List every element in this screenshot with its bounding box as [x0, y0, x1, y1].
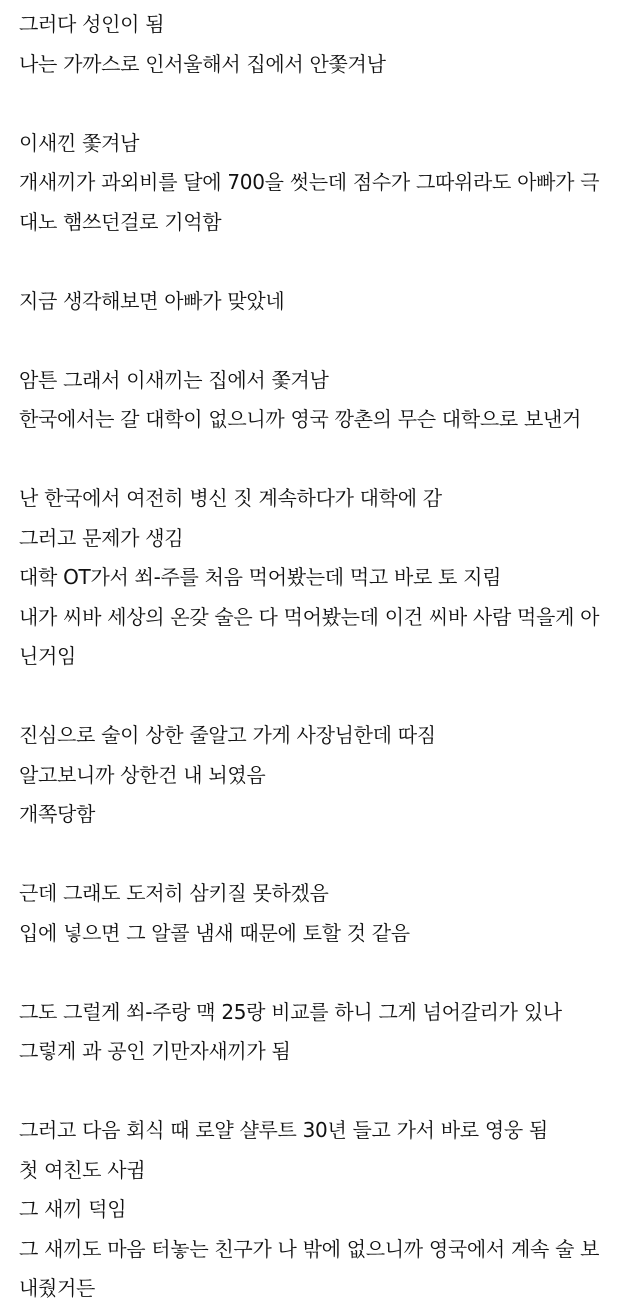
text-line: 닌거임: [19, 644, 77, 668]
text-line: 근데 그래도 도저히 삼키질 못하겠음: [19, 881, 329, 905]
text-line: 내가 씨바 세상의 온갖 술은 다 먹어봤는데 이건 씨바 사람 먹을게 아: [19, 604, 600, 629]
blank-line: [19, 84, 619, 124]
blank-line: [19, 242, 619, 282]
text-line: 첫 여친도 사귐: [19, 1157, 146, 1182]
text-line: 대노 햄쓰던걸로 기억함: [19, 209, 222, 234]
text-line: 난 한국에서 여전히 병신 짓 계속하다가 대학에 감: [19, 486, 442, 510]
text-line: 암튼 그래서 이새끼는 집에서 쫓겨남: [19, 367, 329, 392]
blank-line: [19, 1072, 619, 1112]
text-line: 개쪽당함: [19, 802, 96, 826]
text-line: 이새낀 쫓겨남: [19, 130, 140, 155]
blank-line: [19, 835, 619, 875]
blank-line: [19, 321, 619, 361]
text-line: 알고보니까 상한건 내 뇌였음: [19, 762, 266, 787]
text-line: 그도 그럴게 쐬-주랑 맥 25랑 비교를 하니 그게 넘어갈리가 있나: [19, 999, 562, 1024]
text-line: 나는 가까스로 인서울해서 집에서 안쫓겨남: [19, 51, 386, 76]
text-line: 한국에서는 갈 대학이 없으니까 영국 깡촌의 무슨 대학으로 보낸거: [19, 407, 581, 431]
text-line: 그 새끼도 마음 터놓는 친구가 나 밖에 없으니까 영국에서 계속 술 보: [19, 1236, 600, 1261]
text-line: 지금 생각해보면 아빠가 맞았네: [19, 288, 285, 313]
post-body: [19, 5, 619, 1309]
text-line: 그러고 다음 회식 때 로얄 샬루트 30년 들고 가서 바로 영웅 됨: [19, 1118, 548, 1142]
text-line: 입에 넣으면 그 알콜 냄새 때문에 토할 것 같음: [19, 920, 410, 945]
text-line: 개새끼가 과외비를 달에 700을 썻는데 점수가 그따위라도 아빠가 극: [19, 170, 600, 194]
text-line: 그러다 성인이 됨: [19, 12, 165, 36]
text-line: 그러고 문제가 생김: [19, 525, 184, 550]
text-line: 그렇게 과 공인 기만자새끼가 됨: [19, 1039, 291, 1063]
text-line: 대학 OT가서 쐬-주를 처음 먹어봤는데 먹고 바로 토 지림: [19, 565, 502, 589]
blank-line: [19, 677, 619, 717]
blank-line: [19, 953, 619, 993]
text-line: 그 새끼 덕임: [19, 1197, 127, 1221]
text-line: 진심으로 술이 상한 줄알고 가게 사장님한데 따짐: [19, 723, 436, 747]
blank-line: [19, 440, 619, 480]
text-line: 내줬거든: [19, 1276, 96, 1300]
